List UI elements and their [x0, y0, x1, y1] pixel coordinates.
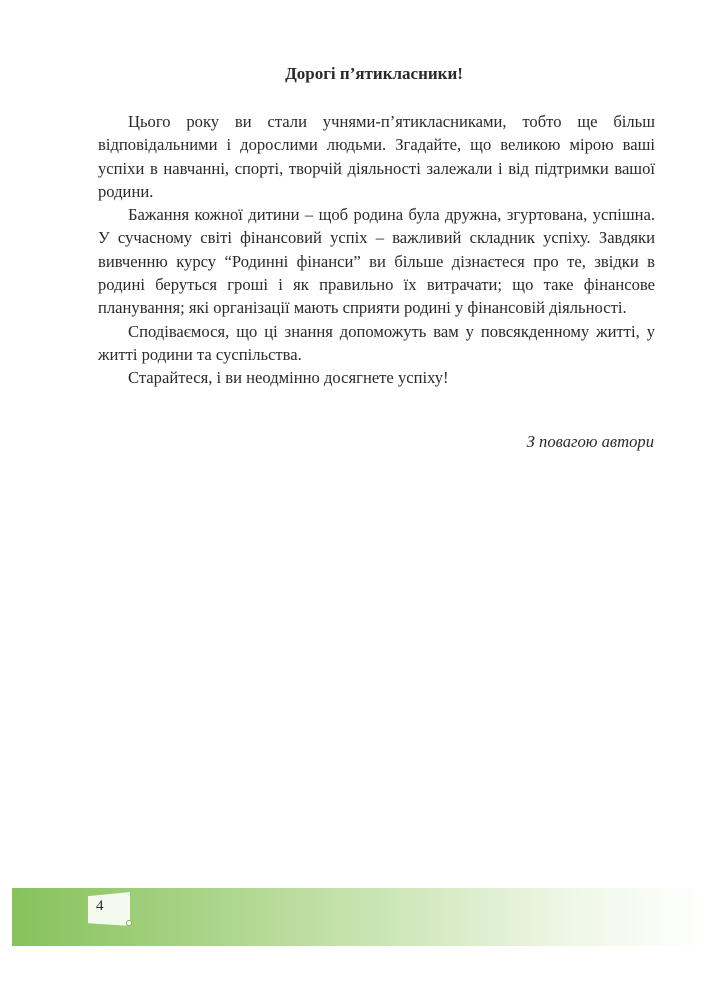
paragraph-4: Старайтеся, і ви неодмінно досягнете успіху!	[128, 368, 449, 388]
paragraph-2: Бажання кожної дитини – щоб родина була дружна, згуртована, успішна. У сучасному світі фінансовий успіх – важливий складник успіху. Завдяки вивченню курсу “Родинні фінанси” ви більше дізнаєтеся про те, звідки в родині беруться гроші і як правильно їх витрачати; що таке фінансове планування; які організації мають сприяти родині у фінансовій діяльності.	[98, 205, 655, 318]
page-number: 4	[96, 898, 104, 914]
page-number-tab	[88, 892, 130, 926]
letter-body	[98, 110, 655, 390]
page-title: Дорогі п’ятикласники!	[285, 64, 463, 83]
paragraph-3: Сподіваємося, що ці знання допоможуть вам у повсякденному житті, у житті родини та суспільства.	[98, 321, 655, 364]
decorative-dot-icon	[126, 920, 132, 926]
signature: З повагою автори	[526, 432, 654, 451]
paragraph-1: Цього року ви стали учнями-п’ятикласниками, тобто ще більш відповідальними і дорослими людьми. Згадайте, що великою мірою ваші успіхи в навчанні, спорті, творчій діяльності залежали і від підтримки вашої родини.	[98, 112, 655, 201]
